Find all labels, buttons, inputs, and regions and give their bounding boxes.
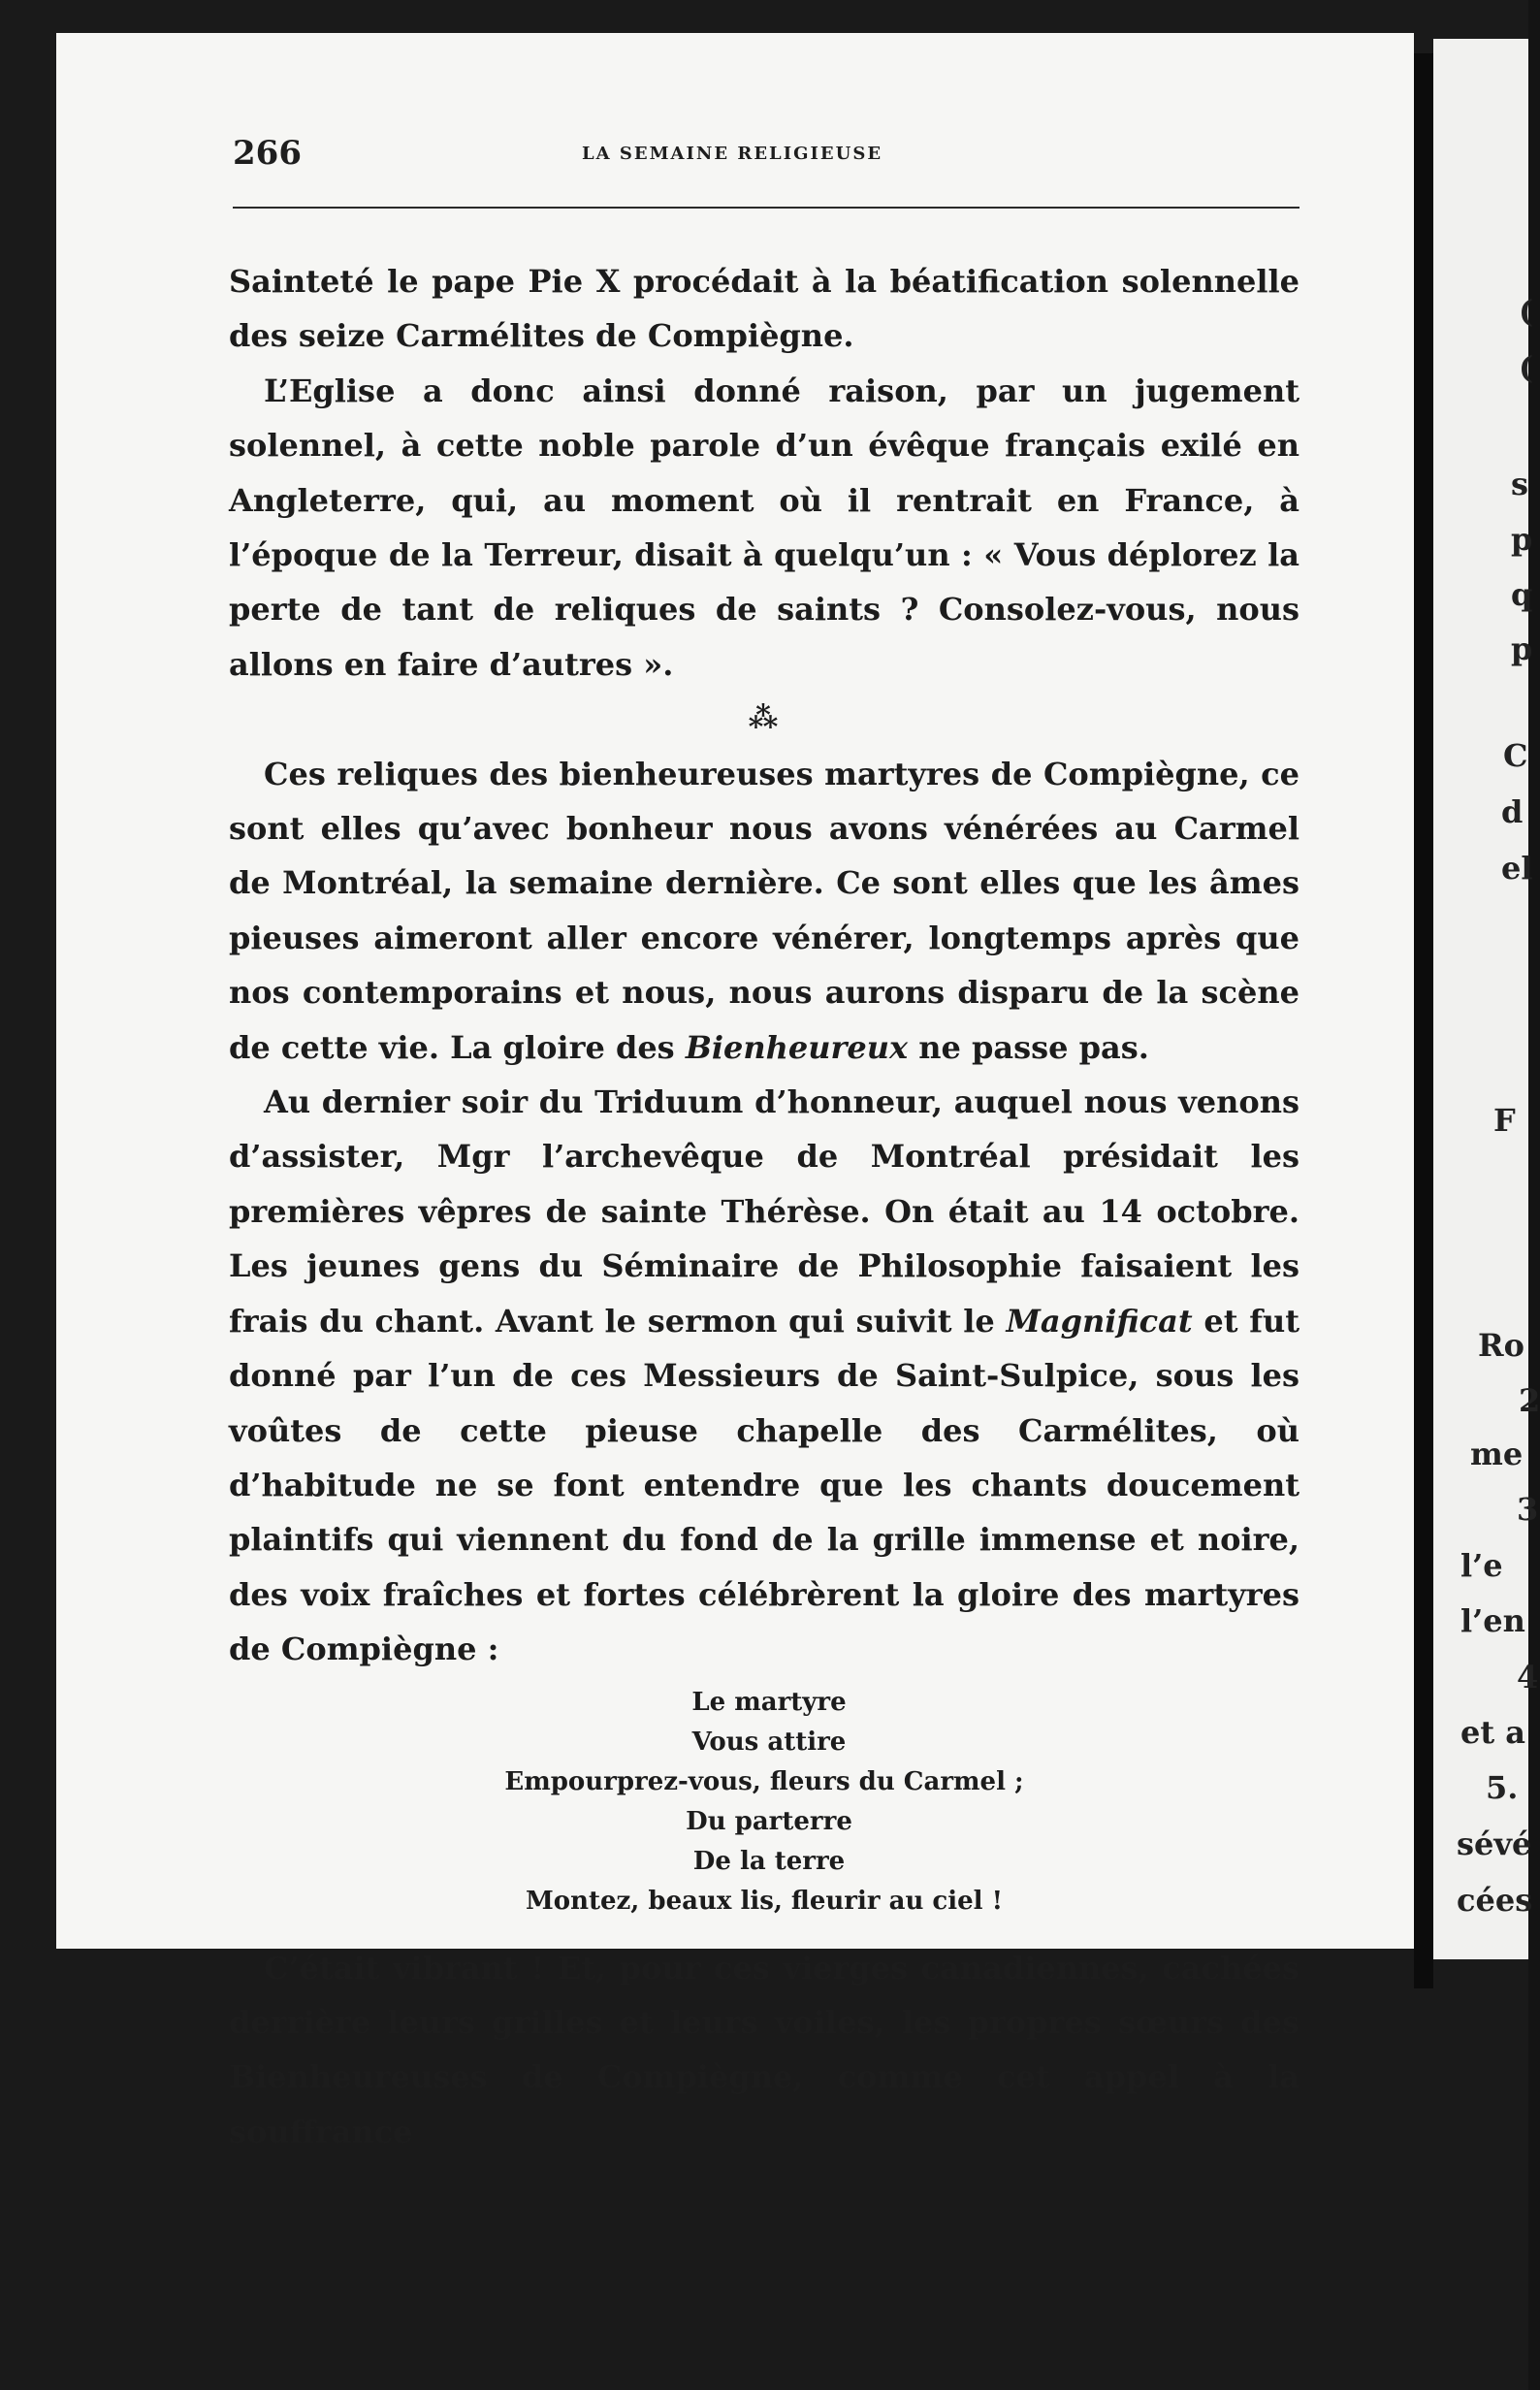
body-text bbox=[229, 254, 1299, 2159]
verse-line: Le martyre bbox=[691, 1687, 847, 1717]
facing-fragment: C bbox=[1503, 737, 1528, 774]
verse-line: De la terre bbox=[692, 1846, 846, 1876]
facing-fragment: q bbox=[1511, 576, 1533, 613]
paragraph-3-italic: Bienheureux bbox=[685, 1028, 909, 1066]
paragraph-3-text-a: Ces reliques des bienheureuses martyres de Compiègne, ce sont elles qu’avec bonheur nous avons vénérées au Carmel de Montréal, la semaine dernière. Ce sont elles que les âmes pieuses aimeront aller encore vénérer, longtemps après que nos contemporains et nous, nous aurons disparu de la scène de cette vie. La gloire des bbox=[229, 755, 1299, 1066]
verse-line: Empourprez-vous, fleurs du Carmel ; bbox=[504, 1766, 1024, 1796]
facing-fragment: p bbox=[1511, 521, 1533, 558]
facing-fragment: 2 bbox=[1519, 1382, 1540, 1419]
asterism: ⁂ bbox=[748, 701, 781, 736]
page-number: 266 bbox=[233, 134, 302, 173]
facing-fragment: cées bbox=[1457, 1882, 1533, 1919]
paragraph-5: C’était vibrant ! Et, pour ces vierges canadiennes, cachées derrière leurs grilles et leurs voiles, les propres sœurs des Bienheureuses de Compiègne, comme cet appel à la souffrance bbox=[229, 1949, 1299, 2150]
paragraph-4-text-a: Au dernier soir du Triduum d’honneur, auquel nous venons d’assister, Mgr l’archevêque de Montréal présidait les premières vêpres de sainte Thérèse. On était au 14 octobre. Les jeunes gens du Séminaire de Philosophie faisaient les frais du chant. Avant le sermon qui suivit le bbox=[229, 1083, 1299, 1340]
facing-fragment: p bbox=[1511, 630, 1533, 667]
facing-fragment: me bbox=[1470, 1436, 1524, 1472]
facing-fragment: l’en bbox=[1460, 1602, 1525, 1639]
facing-fragment: sévé bbox=[1457, 1825, 1532, 1862]
facing-fragment: l’e bbox=[1460, 1547, 1503, 1584]
paragraph-4 bbox=[229, 1075, 1299, 1676]
paragraph-2: L’Eglise a donc ainsi donné raison, par un jugement solennel, à cette noble parole d’un évêque français exilé en Angleterre, qui, au moment où il rentrait en France, à l’époque de la Terreur, disait à quelqu’un : « Vous déplorez la perte de tant de reliques de saints ? Consolez-vous, nous allons en faire d’autres ». bbox=[229, 371, 1299, 683]
facing-fragment: ( bbox=[1519, 349, 1534, 386]
facing-fragment: Ro bbox=[1478, 1327, 1524, 1364]
facing-fragment: 3 bbox=[1517, 1491, 1539, 1528]
page-header bbox=[233, 134, 1299, 178]
verse-line: Montez, beaux lis, fleurir au ciel ! bbox=[525, 1886, 1004, 1916]
verse-line: Du parterre bbox=[686, 1806, 852, 1836]
facing-fragment: ( bbox=[1519, 293, 1534, 330]
header-rule bbox=[233, 207, 1299, 209]
paragraph-3-text-b: ne passe pas. bbox=[908, 1028, 1149, 1066]
paragraph-4-text-b: et fut donné par l’un de ces Messieurs de Saint-Sulpice, sous les voûtes de cette pieuse chapelle des Carmélites, où d’habitude ne se font entendre que les chants doucement plaintifs qui viennent du fond de la grille immense et noire, des voix fraîches et fortes célébrèrent la gloire des martyres de Compiègne : bbox=[229, 1302, 1300, 1668]
facing-fragment: el bbox=[1501, 850, 1533, 887]
facing-fragment: F bbox=[1493, 1102, 1516, 1139]
paragraph-1: Sainteté le pape Pie X procédait à la béatification solennelle des seize Carmélites de Compiègne. bbox=[229, 263, 1299, 355]
facing-fragment: s bbox=[1511, 466, 1529, 502]
facing-page bbox=[1433, 39, 1540, 1959]
facing-fragment: d bbox=[1501, 793, 1524, 830]
facing-fragment: 5. bbox=[1486, 1769, 1519, 1806]
book-gutter bbox=[1414, 53, 1433, 1988]
paragraph-4-italic: Magnificat bbox=[1006, 1302, 1193, 1340]
paragraph-3 bbox=[229, 747, 1299, 1075]
verse-line: Vous attire bbox=[691, 1727, 847, 1757]
facing-fragment: 4 bbox=[1517, 1659, 1539, 1696]
running-title: LA SEMAINE RELIGIEUSE bbox=[582, 144, 883, 164]
facing-fragment: et a bbox=[1460, 1714, 1526, 1751]
verse-block bbox=[229, 1683, 1299, 1922]
